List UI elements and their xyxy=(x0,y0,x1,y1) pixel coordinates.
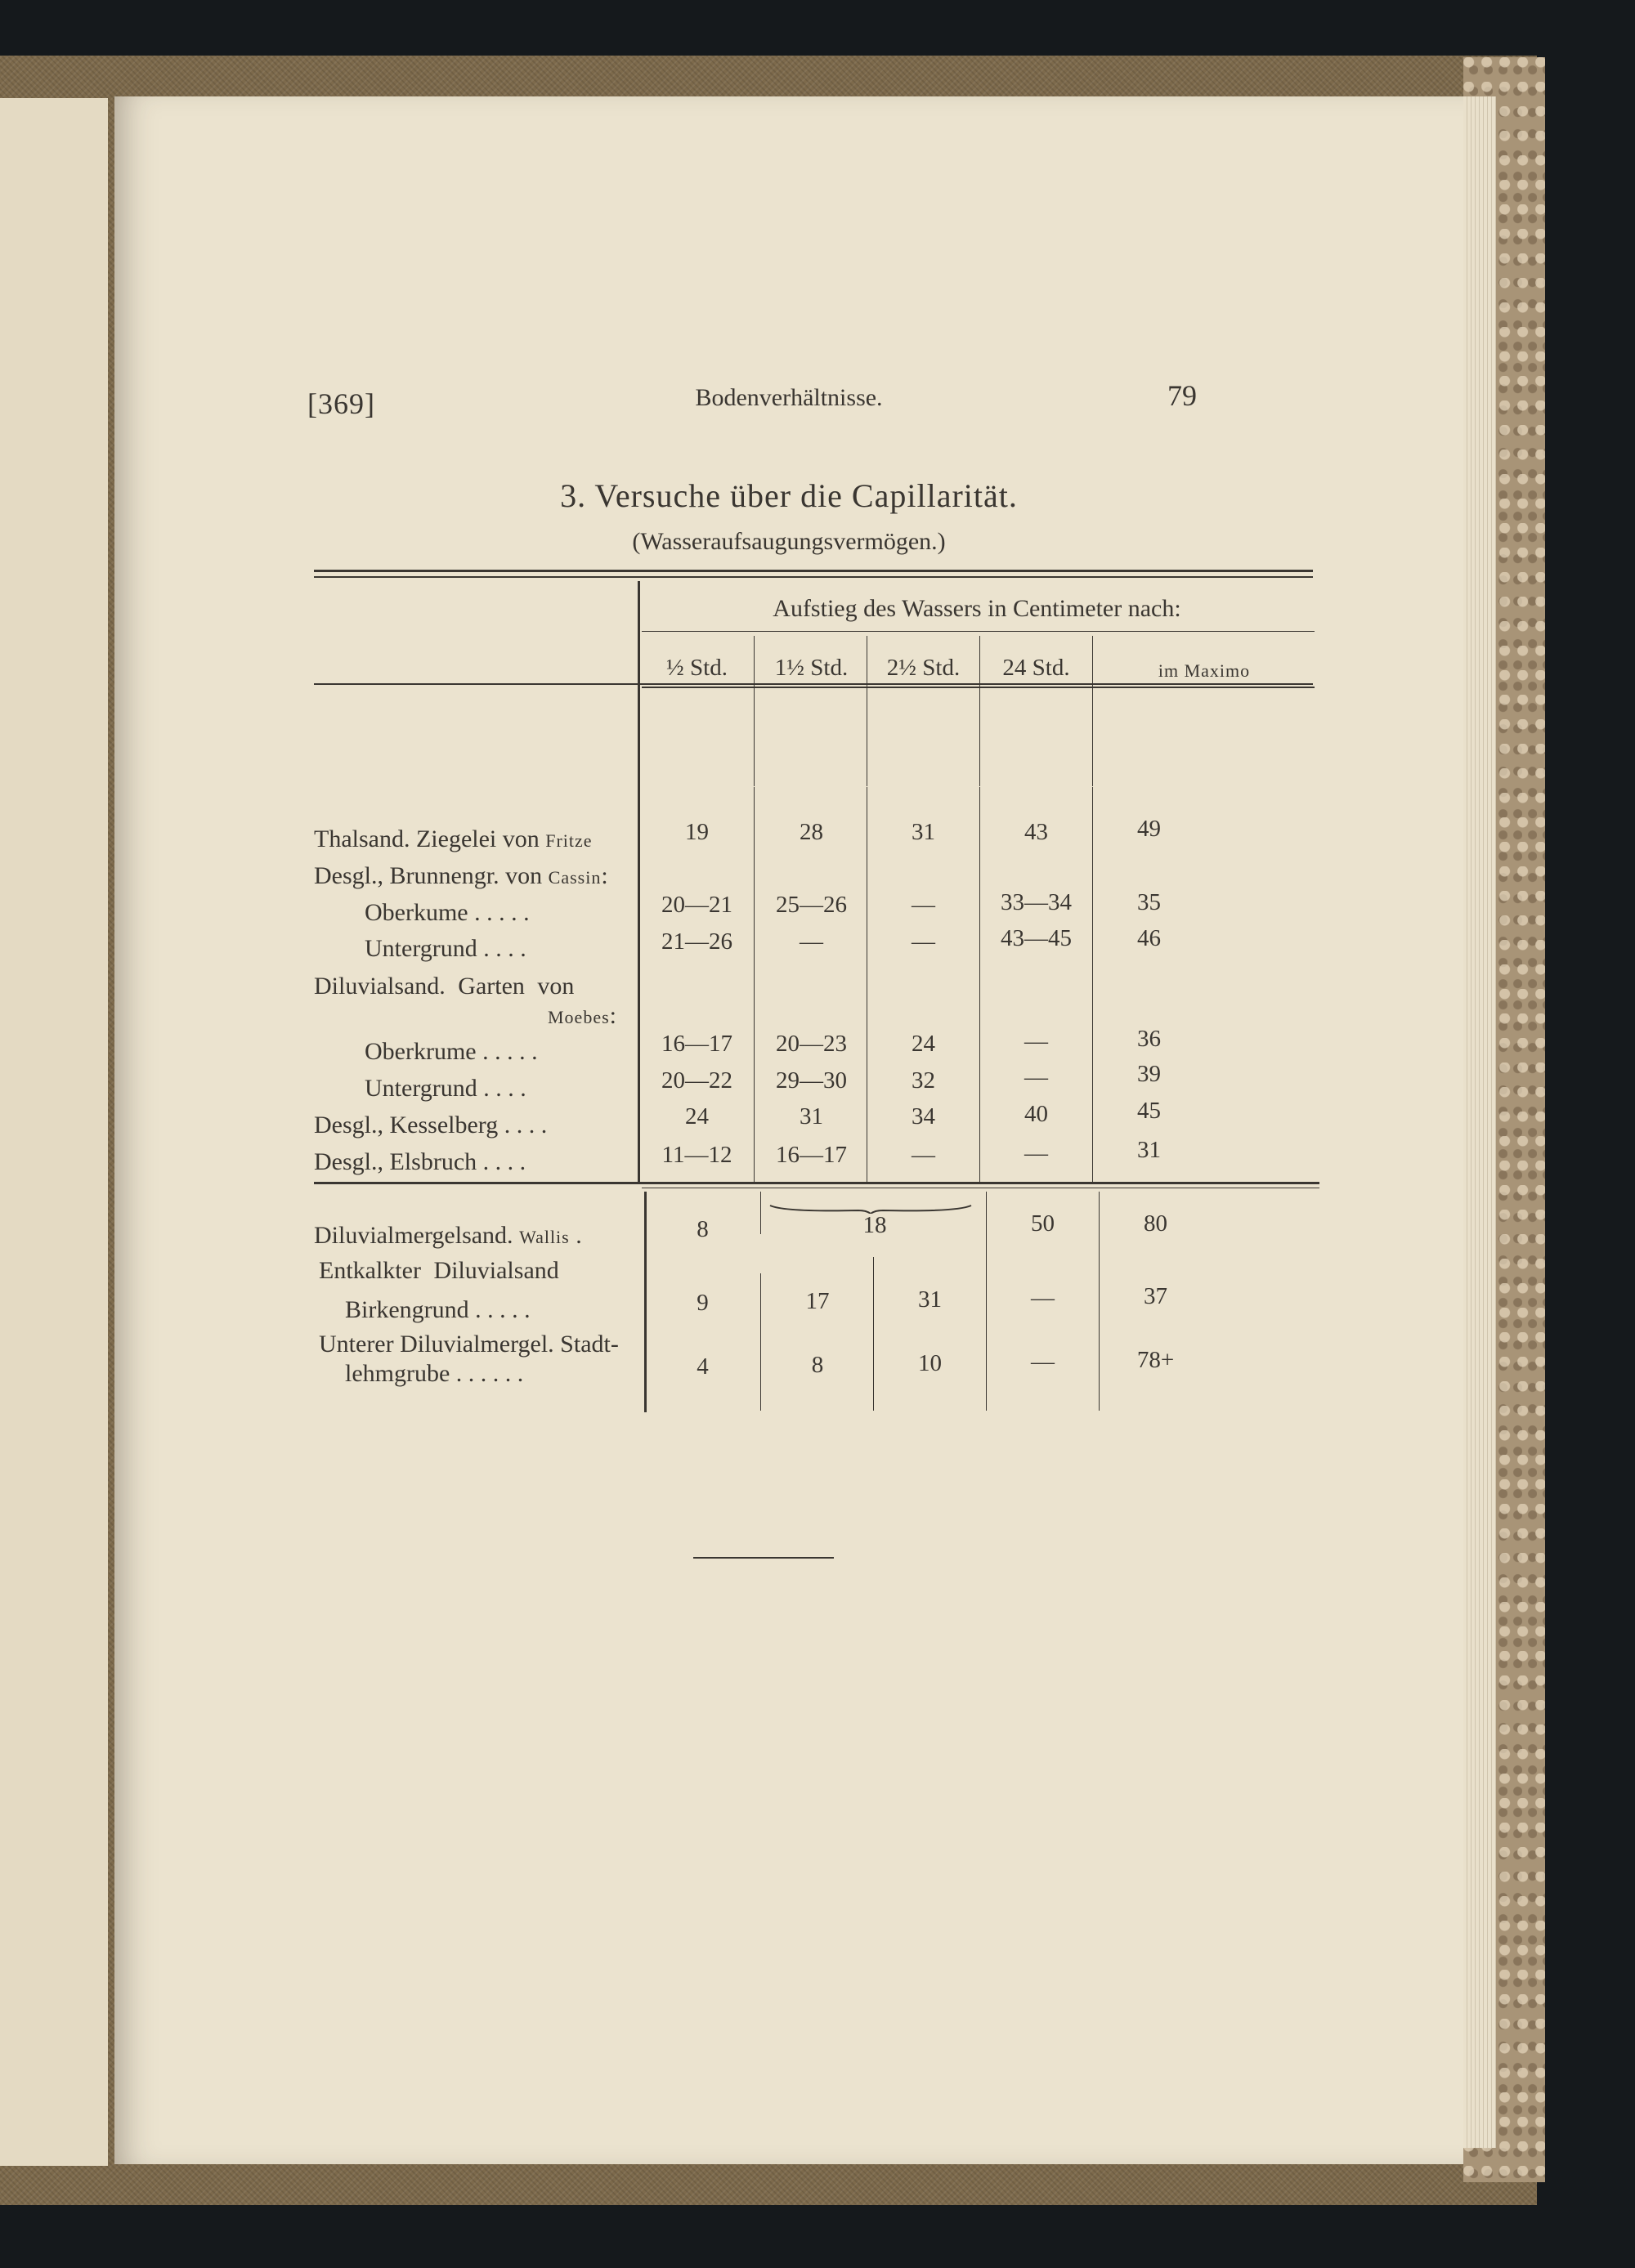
cell-wallis-max: 80 xyxy=(1144,1210,1167,1237)
cell-kesselberg-two-half: 34 xyxy=(912,1103,935,1130)
cell-birkengrund-one-half: 17 xyxy=(805,1288,830,1314)
cell-untergrund-1-max: 46 xyxy=(1137,925,1161,951)
page-marker-bracket: [369] xyxy=(307,387,375,420)
cell-oberkume-one-half: 25—26 xyxy=(776,892,847,918)
lower-col-divider-4 xyxy=(1099,1192,1100,1411)
upper-col-divider-1 xyxy=(754,787,755,1183)
cell-untergrund-1-one-half: — xyxy=(800,928,823,955)
cell-kesselberg-max: 45 xyxy=(1137,1098,1161,1124)
cell-elsbruch-one-half: 16—17 xyxy=(776,1142,847,1168)
row-label-unterer: Unterer Diluvialmergel. Stadt- xyxy=(319,1331,619,1358)
cell-lehmgrube-two-half: 10 xyxy=(918,1350,942,1376)
column-header-maximum: im Maximo xyxy=(1158,660,1251,681)
cell-kesselberg-one-half: 31 xyxy=(800,1103,823,1130)
row-label-untergrund-2: Untergrund . . . . xyxy=(365,1075,526,1102)
cell-elsbruch-max: 31 xyxy=(1137,1137,1161,1163)
page-stack xyxy=(1463,96,1496,2148)
cell-oberkrume-half: 16—17 xyxy=(661,1031,732,1057)
upper-stub-divider xyxy=(638,688,640,1183)
cell-wallis-merged: 18 xyxy=(862,1212,887,1238)
cell-thalsand-max: 49 xyxy=(1137,816,1161,842)
cell-lehmgrube-half: 4 xyxy=(697,1353,709,1380)
lower-col-divider-1a xyxy=(760,1192,761,1234)
section-subtitle: (Wasseraufsaugungsvermögen.) xyxy=(632,528,946,555)
column-divider-1 xyxy=(754,636,755,786)
table-top-rule-inner xyxy=(314,576,1313,578)
cell-thalsand-half: 19 xyxy=(685,819,709,845)
cell-oberkrume-one-half: 20—23 xyxy=(776,1031,847,1057)
cell-birkengrund-half: 9 xyxy=(697,1290,709,1316)
cell-lehmgrube-max: 78+ xyxy=(1136,1347,1175,1373)
cell-untergrund-1-half: 21—26 xyxy=(661,928,732,955)
cell-thalsand-two-half: 31 xyxy=(912,819,935,845)
group-header-rule xyxy=(642,631,1315,632)
cell-wallis-half: 8 xyxy=(697,1216,709,1242)
cell-oberkrume-two-half: 24 xyxy=(912,1031,935,1057)
cell-kesselberg-24: 40 xyxy=(1024,1101,1048,1127)
cell-lehmgrube-24: — xyxy=(1031,1349,1055,1375)
left-page xyxy=(0,98,108,2166)
section-divider-rule xyxy=(314,1182,1319,1184)
row-label-desgl-brunnen: Desgl., Brunnengr. von Cassin: xyxy=(314,862,608,889)
book-page xyxy=(114,96,1463,2164)
row-label-wallis: Diluvialmergelsand. Wallis . xyxy=(314,1222,582,1249)
upper-col-divider-4 xyxy=(1092,787,1093,1183)
row-label-elsbruch: Desgl., Elsbruch . . . . xyxy=(314,1148,526,1175)
cell-lehmgrube-one-half: 8 xyxy=(811,1352,824,1378)
cell-thalsand-one-half: 28 xyxy=(800,819,823,845)
cell-elsbruch-24: — xyxy=(1024,1140,1048,1166)
cell-oberkume-24: 33—34 xyxy=(1001,889,1072,915)
cell-kesselberg-half: 24 xyxy=(685,1103,709,1130)
row-label-untergrund-1: Untergrund . . . . xyxy=(365,935,526,962)
column-header-two-half-hour: 2½ Std. xyxy=(886,655,961,681)
lower-col-divider-3 xyxy=(986,1192,987,1411)
row-label-thalsand: Thalsand. Ziegelei von Fritze xyxy=(314,825,593,852)
lower-col-divider-1b xyxy=(760,1273,761,1411)
cell-oberkrume-24: — xyxy=(1024,1028,1048,1054)
cell-birkengrund-two-half: 31 xyxy=(918,1286,942,1313)
cell-untergrund-2-one-half: 29—30 xyxy=(776,1067,847,1094)
cell-untergrund-1-two-half: — xyxy=(912,928,935,955)
row-label-lehmgrube: lehmgrube . . . . . . xyxy=(345,1360,524,1387)
column-divider-4 xyxy=(1092,636,1093,786)
column-header-half-hour: ½ Std. xyxy=(666,655,728,681)
header-bottom-rule-2 xyxy=(642,687,1315,688)
cell-elsbruch-two-half: — xyxy=(912,1142,935,1168)
page-number: 79 xyxy=(1167,379,1197,412)
lower-stub-divider xyxy=(644,1192,647,1412)
row-label-diluvialsand: Diluvialsand. Garten von xyxy=(314,973,575,1000)
column-header-24-hours: 24 Std. xyxy=(1002,655,1070,681)
row-label-moebes: Moebes: xyxy=(548,1002,616,1029)
column-header-one-half-hour: 1½ Std. xyxy=(774,655,849,681)
cell-birkengrund-24: — xyxy=(1031,1285,1055,1311)
row-label-kesselberg: Desgl., Kesselberg . . . . xyxy=(314,1112,548,1138)
end-rule xyxy=(693,1557,834,1559)
row-label-birkengrund: Birkengrund . . . . . xyxy=(345,1296,531,1323)
cell-oberkume-two-half: — xyxy=(912,892,935,918)
section-title: 3. Versuche über die Capillarität. xyxy=(560,477,1018,514)
cell-birkengrund-max: 37 xyxy=(1144,1283,1167,1309)
cell-oberkrume-max: 36 xyxy=(1137,1026,1161,1052)
cell-untergrund-2-half: 20—22 xyxy=(661,1067,732,1094)
cell-untergrund-2-max: 39 xyxy=(1137,1061,1161,1087)
table-top-rule xyxy=(314,570,1313,572)
lower-col-divider-2 xyxy=(873,1257,874,1411)
row-label-oberkrume: Oberkrume . . . . . xyxy=(365,1038,538,1065)
cell-untergrund-2-24: — xyxy=(1024,1064,1048,1090)
upper-col-divider-3 xyxy=(979,787,980,1183)
row-label-oberkume: Oberkume . . . . . xyxy=(365,899,530,926)
cell-untergrund-2-two-half: 32 xyxy=(912,1067,935,1094)
row-label-entkalkter: Entkalkter Diluvialsand xyxy=(319,1257,559,1284)
column-group-header: Aufstieg des Wassers in Centimeter nach: xyxy=(773,595,1181,622)
cell-untergrund-1-24: 43—45 xyxy=(1001,925,1072,951)
cell-wallis-24: 50 xyxy=(1031,1210,1055,1237)
cell-oberkume-max: 35 xyxy=(1137,889,1161,915)
column-divider-3 xyxy=(979,636,980,786)
running-title: Bodenverhältnisse. xyxy=(695,384,883,411)
cell-elsbruch-half: 11—12 xyxy=(661,1142,732,1168)
cell-oberkume-half: 20—21 xyxy=(661,892,732,918)
header-bottom-rule xyxy=(314,683,1313,685)
cell-thalsand-24: 43 xyxy=(1024,819,1048,845)
